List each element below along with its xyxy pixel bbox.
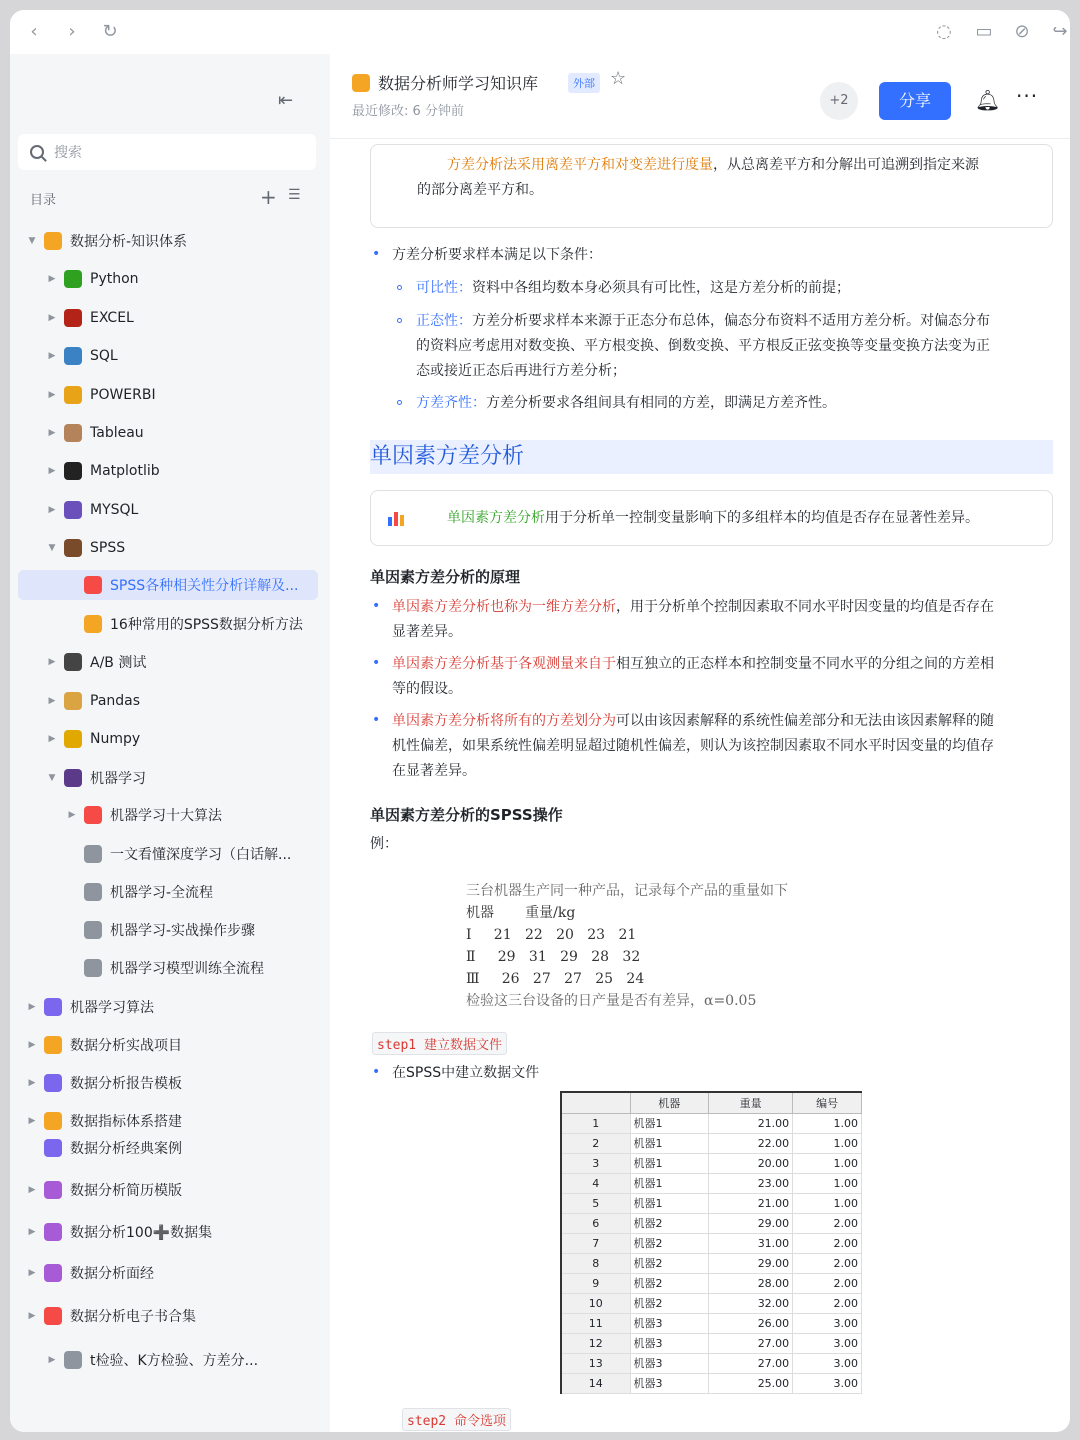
tree-item-label: Pandas xyxy=(90,693,141,709)
tree-item[interactable] xyxy=(46,686,140,716)
table-cell[interactable]: 3.00 xyxy=(793,1313,862,1333)
sidebar xyxy=(10,54,330,1432)
paragraph-2-line-2: 等的假设。 xyxy=(392,681,462,697)
comment-icon[interactable]: ◌ xyxy=(936,21,952,42)
chevron-right-icon[interactable]: ▶ xyxy=(28,1268,36,1278)
table-cell[interactable]: 1.00 xyxy=(793,1173,862,1193)
tree-item-label: 机器学习十大算法 xyxy=(110,808,222,824)
table-row xyxy=(562,1153,862,1173)
table-cell[interactable]: 5 xyxy=(562,1193,630,1213)
table-cell[interactable]: 6 xyxy=(562,1213,630,1233)
doc-icon xyxy=(64,1351,82,1369)
chevron-right-icon[interactable]: ▶ xyxy=(48,466,56,476)
table-cell[interactable]: 3.00 xyxy=(793,1353,862,1373)
table-cell[interactable]: 1.00 xyxy=(793,1153,862,1173)
chevron-right-icon[interactable]: ▶ xyxy=(28,1040,36,1050)
tree-item[interactable] xyxy=(26,1068,182,1098)
chevron-right-icon[interactable]: ▶ xyxy=(28,1116,36,1126)
table-cell[interactable]: 12 xyxy=(562,1333,630,1353)
table-cell[interactable]: 1.00 xyxy=(793,1193,862,1213)
tree-item-label: Matplotlib xyxy=(90,463,160,479)
tree-item-label: Python xyxy=(90,271,139,287)
example-line: 检验这三台设备的日产量是否有差异，α=0.05 xyxy=(466,993,757,1009)
tree-item-label: A/B 测试 xyxy=(90,655,147,671)
tree-item-label: 16种常用的SPSS数据分析方法 xyxy=(110,617,303,633)
search-input[interactable] xyxy=(18,134,316,170)
doc-icon xyxy=(84,921,102,939)
doc-icon xyxy=(44,1036,62,1054)
table-cell[interactable]: 21.00 xyxy=(709,1113,793,1133)
doc-icon xyxy=(64,347,82,365)
tree-item[interactable] xyxy=(66,953,264,983)
tree-item[interactable] xyxy=(66,800,222,830)
chevron-right-icon[interactable]: ▶ xyxy=(48,1355,56,1365)
table-cell[interactable]: 机器2 xyxy=(630,1233,709,1253)
list-icon[interactable]: ☰ xyxy=(288,187,301,203)
doc-main xyxy=(330,54,1070,1432)
example-line: Ⅰ 21 22 20 23 21 xyxy=(466,927,637,943)
tree-item[interactable] xyxy=(66,877,213,907)
add-icon[interactable]: + xyxy=(260,185,277,209)
bullet-icon: • xyxy=(372,1064,381,1080)
red-text: 单因素方差分析也称为一维方差分析 xyxy=(392,599,616,615)
chevron-right-icon[interactable]: ▶ xyxy=(48,313,56,323)
table-cell[interactable]: 20.00 xyxy=(709,1153,793,1173)
search-placeholder: 搜索 xyxy=(54,145,82,161)
table-cell[interactable]: 机器1 xyxy=(630,1133,709,1153)
table-row xyxy=(562,1273,862,1293)
doc-icon xyxy=(64,692,82,710)
doc-icon xyxy=(64,462,82,480)
tree-item[interactable] xyxy=(46,495,138,525)
doc-icon xyxy=(44,232,62,250)
paragraph-3-line-3: 在显著差异。 xyxy=(392,763,476,779)
table-cell[interactable]: 机器2 xyxy=(630,1293,709,1313)
chevron-right-icon[interactable]: ▶ xyxy=(48,657,56,667)
table-row xyxy=(562,1373,862,1393)
step1-bullet: 在SPSS中建立数据文件 xyxy=(392,1065,540,1081)
callout-block xyxy=(370,144,1053,228)
conditions-title: 方差分析要求样本满足以下条件： xyxy=(392,247,602,263)
red-text: 单因素方差分析基于各观测量来自于 xyxy=(392,656,616,672)
table-cell[interactable]: 机器1 xyxy=(630,1113,709,1133)
chevron-right-icon[interactable]: ▶ xyxy=(28,1227,36,1237)
term-text: 资料中各组均数本身必须具有可比性，这是方差分析的前提； xyxy=(472,280,850,296)
step1-code: step1 建立数据文件 xyxy=(372,1032,507,1055)
chevron-right-icon[interactable]: ▶ xyxy=(28,1185,36,1195)
bell-icon[interactable]: 🔔︎ xyxy=(975,88,1001,112)
table-cell[interactable]: 1 xyxy=(562,1113,630,1133)
external-badge: 外部 xyxy=(568,73,600,93)
example-line: 三台机器生产同一种产品，记录每个产品的重量如下 xyxy=(466,883,788,899)
tree-item[interactable] xyxy=(66,609,303,639)
tree-item-label: 机器学习模型训练全流程 xyxy=(110,961,264,977)
condition-3 xyxy=(416,391,1056,416)
table-row xyxy=(562,1193,862,1213)
paragraph-3 xyxy=(392,709,1052,734)
tree-item-label: 数据分析简历模版 xyxy=(70,1183,182,1199)
table-row xyxy=(562,1233,862,1253)
tree-item-label: Numpy xyxy=(90,731,141,747)
red-text: 单因素方差分析将所有的方差划分为 xyxy=(392,713,616,729)
spss-data-table xyxy=(560,1091,862,1394)
tree-item-label: Tableau xyxy=(90,425,144,441)
doc-icon xyxy=(84,883,102,901)
table-cell[interactable]: 23.00 xyxy=(709,1173,793,1193)
search-icon xyxy=(30,145,44,159)
tree-item[interactable] xyxy=(18,570,318,600)
tree-item-label: 数据分析经典案例 xyxy=(70,1141,182,1157)
table-cell[interactable]: 10 xyxy=(562,1293,630,1313)
callout-text: ，从总离差平方和分解出可追溯到指定来源 xyxy=(713,157,979,173)
tree-item[interactable] xyxy=(46,1345,258,1375)
sub-bullet-icon xyxy=(397,285,402,290)
tree-item-label: t检验、K方检验、方差分... xyxy=(90,1353,259,1369)
doc-icon xyxy=(64,386,82,404)
table-cell[interactable]: 机器2 xyxy=(630,1253,709,1273)
table-cell[interactable]: 3 xyxy=(562,1153,630,1173)
tree-item[interactable] xyxy=(46,456,160,486)
table-header: 重量 xyxy=(709,1093,793,1113)
section-heading: 单因素方差分析 xyxy=(370,440,1053,474)
doc-icon xyxy=(64,501,82,519)
chevron-down-icon[interactable]: ▼ xyxy=(28,236,36,246)
table-row xyxy=(562,1213,862,1233)
table-cell[interactable]: 22.00 xyxy=(709,1133,793,1153)
table-cell[interactable]: 机器1 xyxy=(630,1193,709,1213)
tree-item[interactable] xyxy=(26,992,154,1022)
table-cell[interactable]: 25.00 xyxy=(709,1373,793,1393)
doc-icon xyxy=(44,1139,62,1157)
body-text: 相互独立的正态样本和控制变量不同水平的分组之间的方差相 xyxy=(616,656,994,672)
table-row xyxy=(562,1173,862,1193)
table-cell[interactable]: 机器2 xyxy=(630,1213,709,1233)
table-cell[interactable]: 21.00 xyxy=(709,1193,793,1213)
tree-item-label: 数据分析实战项目 xyxy=(70,1038,182,1054)
table-cell[interactable]: 13 xyxy=(562,1353,630,1373)
bullet-icon: • xyxy=(372,598,381,614)
table-header: 机器 xyxy=(630,1093,709,1113)
tree-item[interactable] xyxy=(46,303,134,333)
paragraph-3-line-2: 机性偏差，如果系统性偏差明显超过随机性偏差，则认为该控制因素取不同水平时因变量的均值存 xyxy=(392,738,994,754)
table-cell[interactable]: 31.00 xyxy=(709,1233,793,1253)
table-cell[interactable]: 4 xyxy=(562,1173,630,1193)
doc-icon xyxy=(44,1223,62,1241)
tree-item-label: 数据分析报告模板 xyxy=(70,1076,182,1092)
table-cell[interactable]: 26.00 xyxy=(709,1313,793,1333)
chevron-right-icon[interactable]: ▶ xyxy=(48,696,56,706)
bullet-icon: • xyxy=(372,712,381,728)
example-line: Ⅱ 29 31 29 28 32 xyxy=(466,949,641,965)
highlight-text: 方差分析法采用离差平方和对变差进行度量 xyxy=(447,157,713,173)
link-icon[interactable]: ⊘ xyxy=(1014,21,1030,42)
table-cell[interactable]: 11 xyxy=(562,1313,630,1333)
tree-item-label: SPSS xyxy=(90,540,126,556)
tree-item-label: SPSS各种相关性分析详解及... xyxy=(110,578,299,594)
table-row xyxy=(562,1313,862,1333)
forward-icon[interactable]: › xyxy=(68,21,76,42)
doc-icon xyxy=(84,845,102,863)
reload-icon[interactable]: ↻ xyxy=(102,21,118,42)
doc-icon xyxy=(44,1307,62,1325)
doc-icon xyxy=(352,74,370,92)
callout-block-2 xyxy=(370,490,1053,546)
tree-item[interactable] xyxy=(66,839,291,869)
table-cell[interactable]: 7 xyxy=(562,1233,630,1253)
chevron-right-icon[interactable]: ▶ xyxy=(48,734,56,744)
table-cell[interactable]: 32.00 xyxy=(709,1293,793,1313)
table-cell[interactable]: 27.00 xyxy=(709,1333,793,1353)
callout-2-text xyxy=(447,506,1047,531)
tree-item-label: 机器学习-实战操作步骤 xyxy=(110,923,256,939)
doc-icon xyxy=(64,309,82,327)
table-cell[interactable]: 2 xyxy=(562,1133,630,1153)
chevron-right-icon[interactable]: ▶ xyxy=(48,351,56,361)
table-cell[interactable]: 机器3 xyxy=(630,1313,709,1333)
table-cell[interactable]: 机器3 xyxy=(630,1373,709,1393)
example-label: 例： xyxy=(370,836,398,852)
last-modified: 最近修改: 6 分钟前 xyxy=(352,104,464,119)
table-cell[interactable]: 2.00 xyxy=(793,1233,862,1253)
tree-item[interactable] xyxy=(46,533,125,563)
table-cell[interactable]: 1.00 xyxy=(793,1113,862,1133)
table-row xyxy=(562,1353,862,1373)
table-cell[interactable]: 14 xyxy=(562,1373,630,1393)
table-row xyxy=(562,1113,862,1133)
table-cell[interactable]: 2.00 xyxy=(793,1253,862,1273)
doc-icon xyxy=(84,615,102,633)
tree-item-label: 机器学习-全流程 xyxy=(110,885,214,901)
more-icon[interactable]: ··· xyxy=(1016,84,1039,108)
bullet-icon: • xyxy=(372,655,381,671)
paragraph-1-line-2: 显著差异。 xyxy=(392,624,462,640)
table-header xyxy=(562,1093,630,1113)
table-header: 编号 xyxy=(793,1093,862,1113)
app-window xyxy=(10,10,1070,1432)
chevron-right-icon[interactable]: ▶ xyxy=(48,428,56,438)
star-icon[interactable]: ☆ xyxy=(610,68,627,89)
tree-item[interactable] xyxy=(26,1133,182,1163)
table-cell[interactable]: 3.00 xyxy=(793,1333,862,1353)
highlight-text: 单因素方差分析 xyxy=(447,510,545,526)
doc-icon xyxy=(64,730,82,748)
table-cell[interactable]: 2.00 xyxy=(793,1213,862,1233)
doc-icon xyxy=(84,806,102,824)
table-cell[interactable]: 机器1 xyxy=(630,1153,709,1173)
table-row xyxy=(562,1293,862,1313)
bullet-icon: • xyxy=(372,246,381,262)
sub-bullet-icon xyxy=(397,400,402,405)
chevron-right-icon[interactable]: ▶ xyxy=(48,505,56,515)
tree-item[interactable] xyxy=(26,226,187,256)
table-cell[interactable]: 机器3 xyxy=(630,1333,709,1353)
tree-item-label: 机器学习算法 xyxy=(70,1000,154,1016)
table-cell[interactable]: 机器2 xyxy=(630,1273,709,1293)
tree-item-label: MYSQL xyxy=(90,502,139,518)
term: 可比性： xyxy=(416,280,472,296)
table-cell[interactable]: 28.00 xyxy=(709,1273,793,1293)
tree-item-label: EXCEL xyxy=(90,310,134,326)
doc-icon xyxy=(64,270,82,288)
tree-item-label: 数据分析电子书合集 xyxy=(70,1309,196,1325)
callout-text: 用于分析单一控制变量影响下的多组样本的均值是否存在显著性差异。 xyxy=(545,510,979,526)
subheading-spss: 单因素方差分析的SPSS操作 xyxy=(370,806,563,824)
term: 正态性： xyxy=(416,313,472,329)
tree-item-label: POWERBI xyxy=(90,387,156,403)
tree-item[interactable] xyxy=(46,724,140,754)
doc-icon xyxy=(44,1181,62,1199)
doc-icon xyxy=(64,424,82,442)
paragraph-2 xyxy=(392,652,1052,677)
table-cell[interactable]: 3.00 xyxy=(793,1373,862,1393)
tree-item-label: 数据指标体系搭建 xyxy=(70,1114,182,1130)
tree-item[interactable] xyxy=(46,647,146,677)
sub-bullet-icon xyxy=(397,318,402,323)
condition-2-line-2: 的资料应考虑用对数变换、平方根变换、倒数变换、平方根反正弦变换等变量变换方法变为正 xyxy=(416,338,990,354)
tree-item-label: 一文看懂深度学习（白话解... xyxy=(110,847,292,863)
tree-item[interactable] xyxy=(26,1217,212,1247)
table-row xyxy=(562,1253,862,1273)
tree-item[interactable] xyxy=(46,264,139,294)
doc-icon xyxy=(64,653,82,671)
tree-item[interactable] xyxy=(66,915,255,945)
table-cell[interactable]: 2.00 xyxy=(793,1293,862,1313)
doc-icon xyxy=(84,959,102,977)
tree-item-label: 数据分析-知识体系 xyxy=(70,234,188,250)
table-cell[interactable]: 机器3 xyxy=(630,1353,709,1373)
tree-item[interactable] xyxy=(46,418,144,448)
table-cell[interactable]: 27.00 xyxy=(709,1353,793,1373)
step2-code: step2 命令选项 xyxy=(402,1408,511,1431)
tree-item[interactable] xyxy=(46,763,146,793)
toc-label: 目录 xyxy=(30,193,57,208)
collapse-sidebar-icon[interactable]: ⇤ xyxy=(278,90,294,111)
window-icon[interactable]: ▭ xyxy=(975,21,993,42)
doc-icon xyxy=(84,576,102,594)
chevron-right-icon[interactable]: ▶ xyxy=(48,274,56,284)
table-cell[interactable]: 29.00 xyxy=(709,1253,793,1273)
chevron-right-icon[interactable]: ▶ xyxy=(68,810,76,820)
doc-icon xyxy=(64,769,82,787)
tree-item[interactable] xyxy=(26,1258,154,1288)
tree-item[interactable] xyxy=(46,380,156,410)
tree-item-label: 数据分析面经 xyxy=(70,1266,154,1282)
bar-chart-icon xyxy=(387,509,407,527)
tree-item[interactable] xyxy=(26,1175,182,1205)
tree-item-label: 数据分析100➕数据集 xyxy=(70,1225,213,1241)
chevron-right-icon[interactable]: ▶ xyxy=(48,390,56,400)
callout-line-2: 的部分离差平方和。 xyxy=(417,182,543,198)
paragraph-1 xyxy=(392,595,1052,620)
browser-toolbar xyxy=(10,10,1070,54)
chevron-right-icon[interactable]: ▶ xyxy=(28,1311,36,1321)
tree-item[interactable] xyxy=(46,341,118,371)
subheading-principle: 单因素方差分析的原理 xyxy=(370,568,521,586)
condition-2-line-3: 态或接近正态后再进行方差分析； xyxy=(416,363,626,379)
doc-title[interactable]: 数据分析师学习知识库 xyxy=(378,74,539,93)
table-cell[interactable]: 1.00 xyxy=(793,1133,862,1153)
condition-1 xyxy=(416,276,1056,301)
share-button[interactable]: 分享 xyxy=(879,82,951,120)
table-row xyxy=(562,1333,862,1353)
example-line: Ⅲ 26 27 27 25 24 xyxy=(466,971,645,987)
collaborators-badge[interactable]: +2 xyxy=(820,82,858,120)
chevron-right-icon[interactable]: ▶ xyxy=(28,1078,36,1088)
table-cell[interactable]: 机器1 xyxy=(630,1173,709,1193)
toc-header xyxy=(30,185,310,209)
tree-item-label: SQL xyxy=(90,348,118,364)
table-cell[interactable]: 9 xyxy=(562,1273,630,1293)
term-text: 方差分析要求各组间具有相同的方差，即满足方差齐性。 xyxy=(486,395,836,411)
condition-2 xyxy=(416,309,1056,334)
doc-icon xyxy=(44,1112,62,1130)
chevron-down-icon[interactable]: ▼ xyxy=(48,773,56,783)
table-cell[interactable]: 8 xyxy=(562,1253,630,1273)
term: 方差齐性： xyxy=(416,395,486,411)
term-text: 方差分析要求样本来源于正态分布总体，偏态分布资料不适用方差分析。对偏态分布 xyxy=(472,313,990,329)
doc-header xyxy=(330,54,1070,139)
tree-item[interactable] xyxy=(26,1106,182,1136)
example-image xyxy=(466,880,826,1012)
share-arrow-icon[interactable]: ↪ xyxy=(1052,21,1068,42)
chevron-down-icon[interactable]: ▼ xyxy=(48,543,56,553)
example-line: 机器 重量/kg xyxy=(466,905,576,921)
body-text: 可以由该因素解释的系统性偏差部分和无法由该因素解释的随 xyxy=(616,713,994,729)
tree-item[interactable] xyxy=(26,1030,182,1060)
body-text: ，用于分析单个控制因素取不同水平时因变量的均值是否存在 xyxy=(616,599,994,615)
table-row xyxy=(562,1133,862,1153)
tree-item-label: 机器学习 xyxy=(90,771,146,787)
back-icon[interactable]: ‹ xyxy=(30,21,38,42)
doc-icon xyxy=(44,998,62,1016)
table-cell[interactable]: 2.00 xyxy=(793,1273,862,1293)
doc-icon xyxy=(44,1074,62,1092)
table-cell[interactable]: 29.00 xyxy=(709,1213,793,1233)
chevron-right-icon[interactable]: ▶ xyxy=(28,1002,36,1012)
callout-line-1 xyxy=(447,153,1047,178)
doc-icon xyxy=(44,1264,62,1282)
tree-item[interactable] xyxy=(26,1301,196,1331)
doc-icon xyxy=(64,539,82,557)
